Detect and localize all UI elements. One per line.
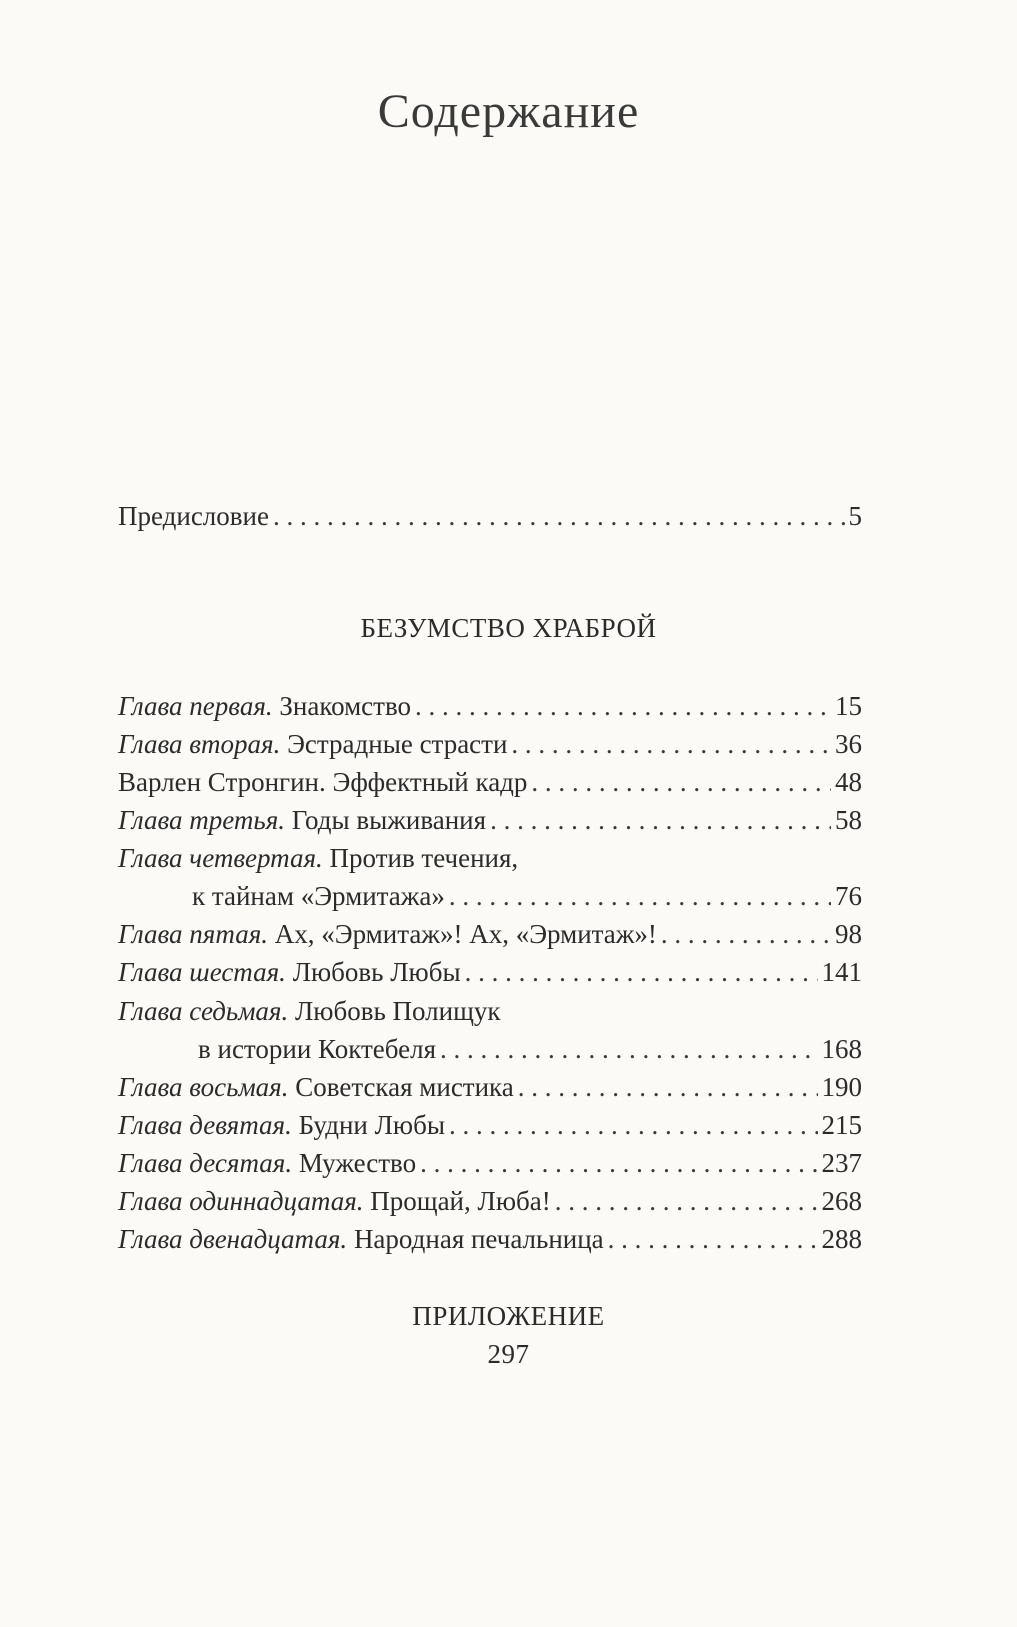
chapter-prefix: Глава восьмая. <box>118 1072 289 1102</box>
toc-page: 190 <box>821 1072 862 1102</box>
leader-dots <box>608 1223 818 1255</box>
chapter-prefix: Глава четвертая. <box>118 843 323 873</box>
toc-page: 15 <box>835 691 862 721</box>
toc-page: 48 <box>835 767 862 797</box>
section-title: БЕЗУМСТВО ХРАБРОЙ <box>360 613 657 643</box>
leader-dots <box>449 880 831 912</box>
toc-page: 36 <box>835 729 862 759</box>
toc-row[interactable] <box>118 1185 862 1217</box>
chapter-title: Мужество <box>292 1148 417 1178</box>
leader-dots <box>415 690 831 722</box>
chapter-prefix: Глава первая. <box>118 691 273 721</box>
toc-page: 76 <box>835 881 862 911</box>
toc-label: Предисловие <box>118 501 269 531</box>
toc-row[interactable] <box>118 728 862 760</box>
toc-row[interactable] <box>118 1071 862 1103</box>
leader-dots <box>420 1147 817 1179</box>
toc-row[interactable] <box>118 766 862 798</box>
appendix-title[interactable]: ПРИЛОЖЕНИЕ <box>412 1301 605 1331</box>
toc-row[interactable] <box>118 804 862 836</box>
leader-dots <box>518 1071 818 1103</box>
toc-row-continuation[interactable] <box>192 880 862 912</box>
toc-page: 168 <box>821 1034 862 1064</box>
toc-page: 5 <box>848 501 862 531</box>
chapter-prefix: Глава десятая. <box>118 1148 293 1178</box>
chapter-title: Прощай, Люба! <box>363 1186 551 1216</box>
toc-page: 141 <box>821 957 862 987</box>
chapter-title: Знакомство <box>272 691 412 721</box>
toc-page: 98 <box>835 919 862 949</box>
toc-row[interactable] <box>118 690 862 722</box>
leader-dots <box>511 728 831 760</box>
chapter-title: Советская мистика <box>288 1072 514 1102</box>
appendix-page: 297 <box>487 1339 530 1369</box>
leader-dots <box>449 1109 818 1141</box>
chapter-title: Варлен Стронгин. Эффектный кадр <box>118 767 528 797</box>
toc-row-preface[interactable] <box>118 500 862 532</box>
toc-row[interactable] <box>118 1223 862 1255</box>
leader-dots <box>465 956 818 988</box>
chapter-prefix: Глава двенадцатая. <box>118 1224 348 1254</box>
leader-dots <box>555 1185 818 1217</box>
chapter-title-cont: к тайнам «Эрмитажа» <box>192 881 445 911</box>
chapter-title: Будни Любы <box>291 1110 445 1140</box>
toc-row[interactable] <box>118 1147 862 1179</box>
chapter-prefix: Глава одиннадцатая. <box>118 1186 364 1216</box>
leader-dots <box>661 918 831 950</box>
chapter-prefix: Глава вторая. <box>118 729 281 759</box>
toc-page: 268 <box>821 1186 862 1216</box>
toc-row-continuation[interactable] <box>198 1033 862 1065</box>
chapter-prefix: Глава третья. <box>118 805 286 835</box>
chapter-prefix: Глава девятая. <box>118 1110 292 1140</box>
toc-page: 215 <box>821 1110 862 1140</box>
toc-row[interactable] <box>118 1109 862 1141</box>
toc-page: 58 <box>835 805 862 835</box>
page-title: Содержание <box>377 85 640 138</box>
toc-page: 288 <box>821 1224 862 1254</box>
chapter-title: Любовь Любы <box>285 957 461 987</box>
chapter-prefix: Глава шестая. <box>118 957 286 987</box>
chapter-prefix: Глава пятая. <box>118 919 268 949</box>
chapter-title: Любовь Полищук <box>288 996 501 1026</box>
toc-row-first-line[interactable] <box>118 995 501 1027</box>
leader-dots <box>531 766 831 798</box>
toc-row[interactable] <box>118 956 862 988</box>
toc-row-first-line[interactable] <box>118 842 518 874</box>
leader-dots <box>440 1033 818 1065</box>
chapter-title-cont: в истории Коктебеля <box>198 1034 436 1064</box>
chapter-title: Годы выживания <box>285 805 487 835</box>
leader-dots <box>273 500 845 532</box>
toc-row[interactable] <box>118 918 862 950</box>
chapter-title: Против течения, <box>322 843 519 873</box>
chapter-prefix: Глава седьмая. <box>118 996 289 1026</box>
chapter-title: Народная печальница <box>347 1224 604 1254</box>
toc-page: 237 <box>821 1148 862 1178</box>
chapter-title: Ах, «Эрмитаж»! Ах, «Эрмитаж»! <box>268 919 657 949</box>
leader-dots <box>490 804 831 836</box>
chapter-title: Эстрадные страсти <box>280 729 508 759</box>
